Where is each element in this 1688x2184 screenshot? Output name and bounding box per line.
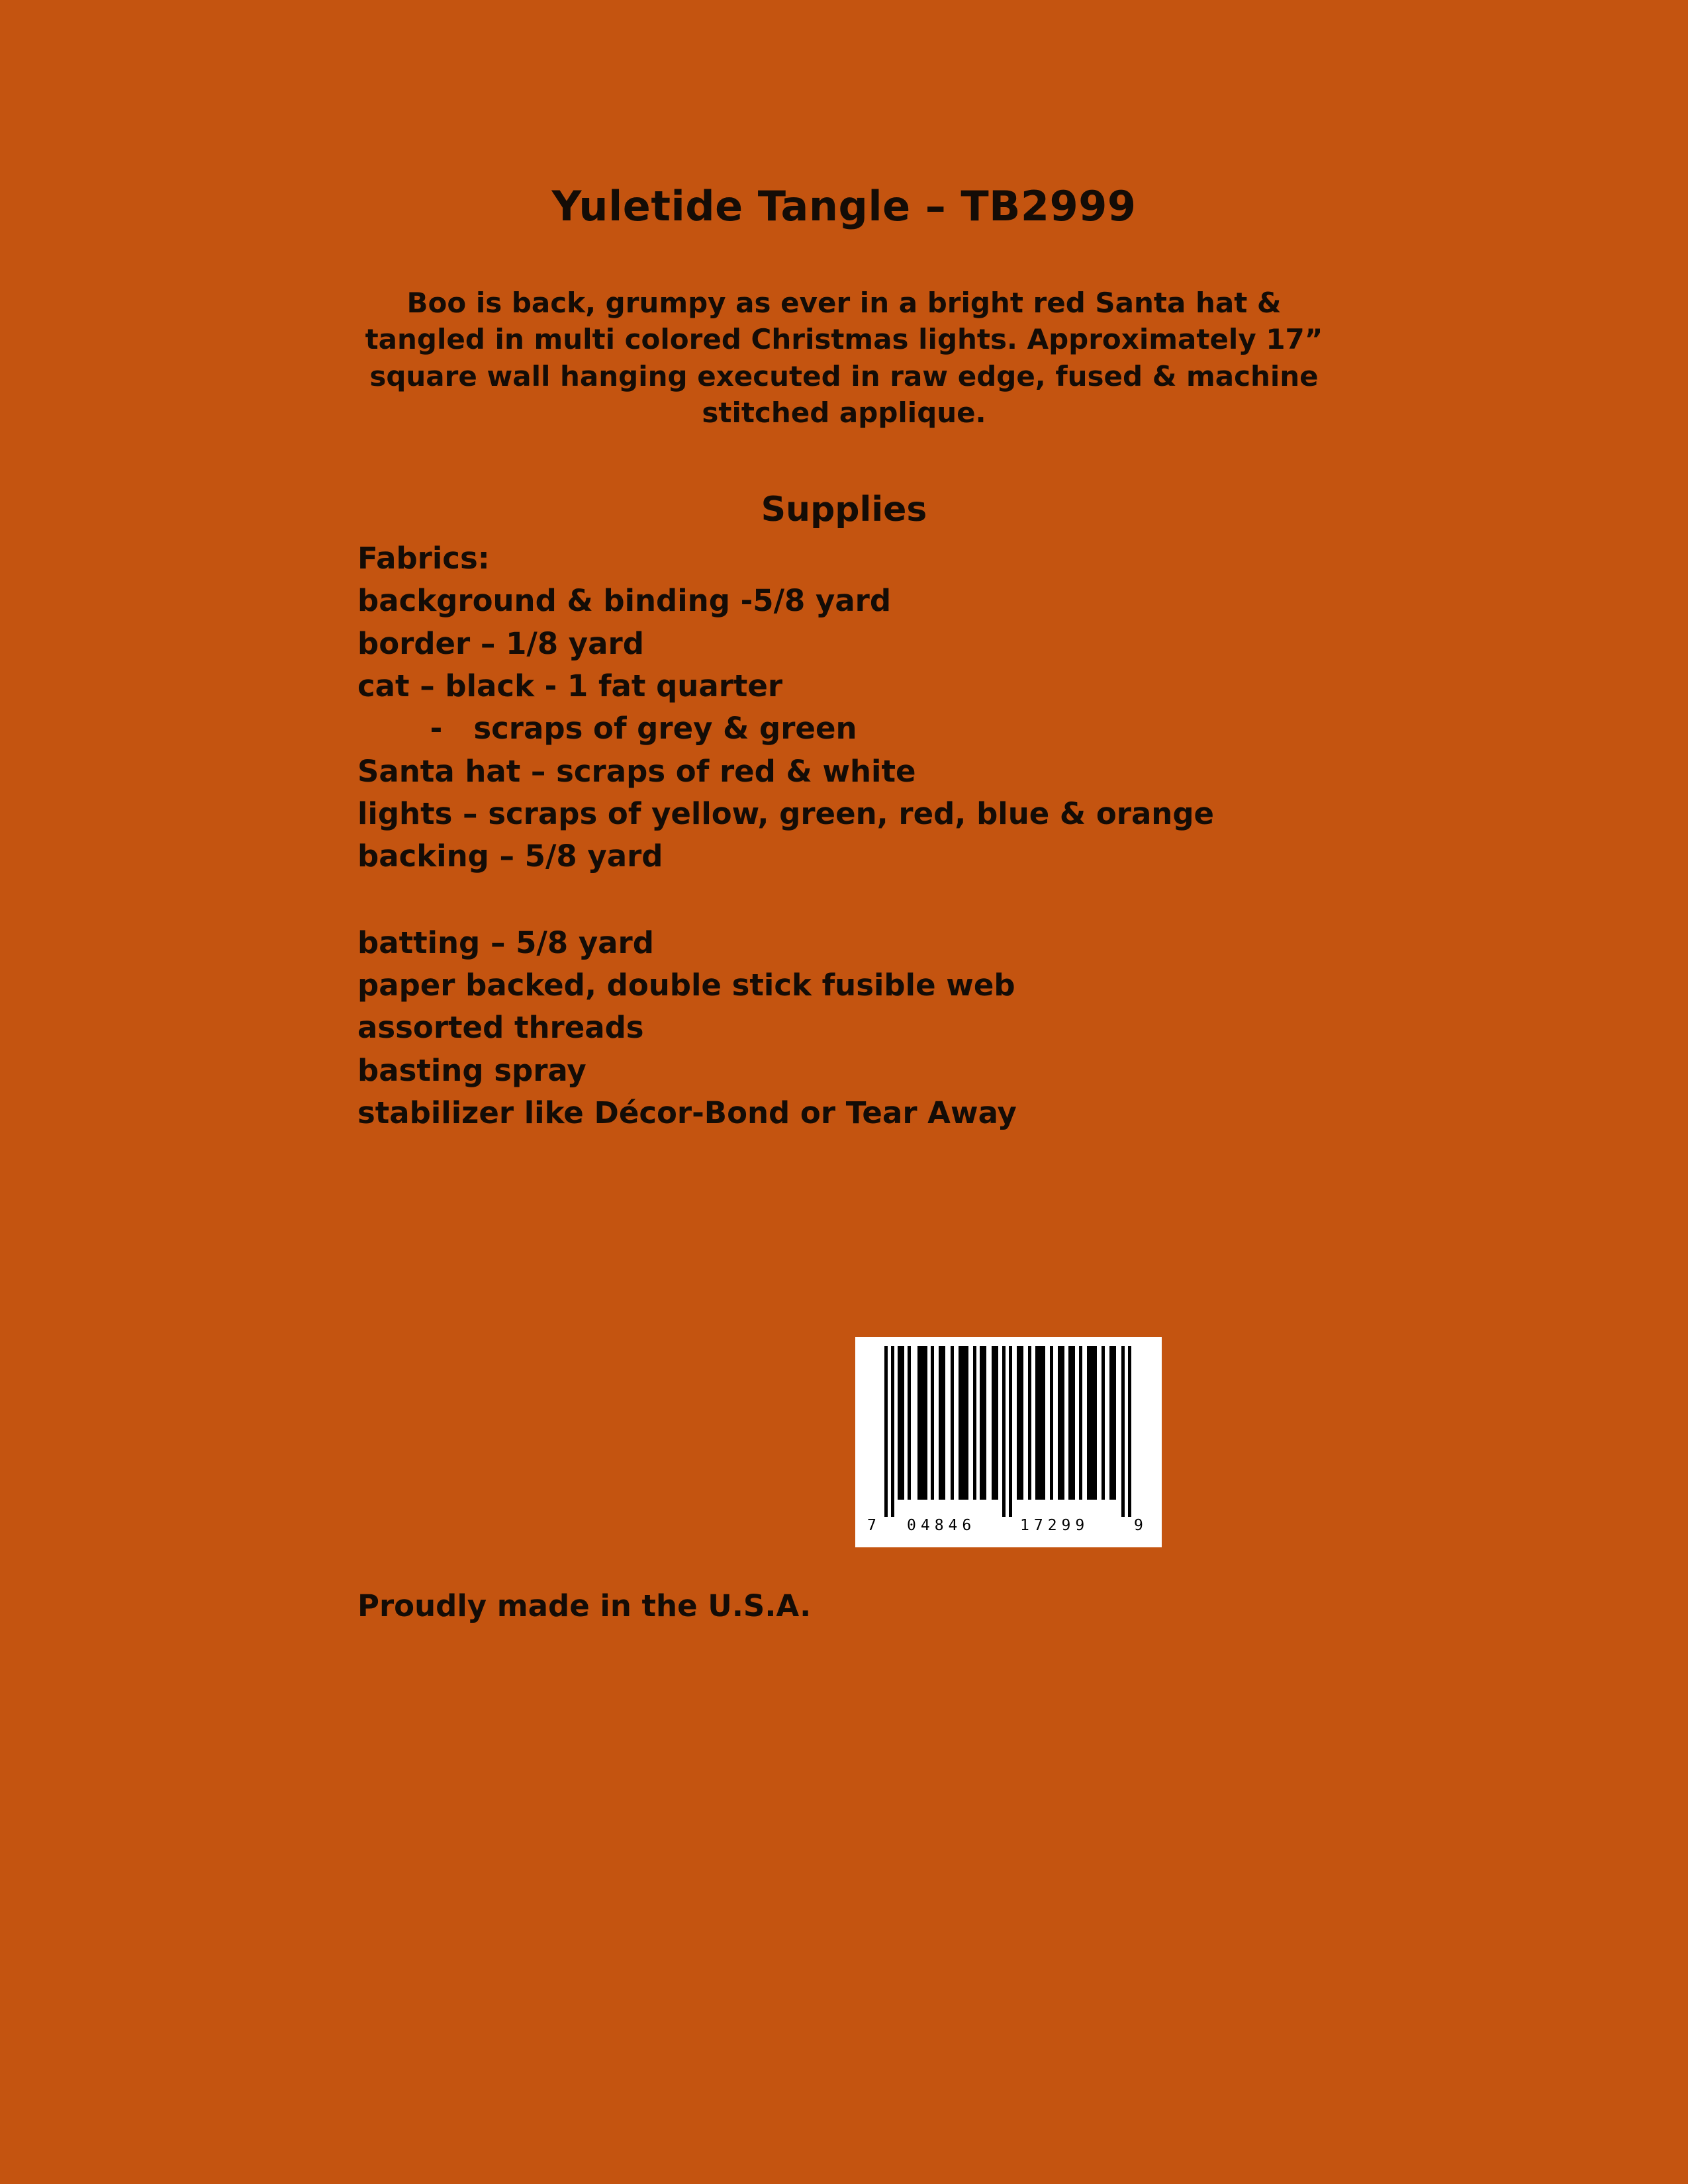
list-item: Fabrics: bbox=[357, 541, 490, 576]
list-item: cat – black - 1 fat quarter bbox=[357, 668, 783, 704]
barcode-bars bbox=[866, 1346, 1151, 1517]
barcode-digit-left: 7 bbox=[867, 1517, 876, 1534]
barcode bbox=[855, 1337, 1162, 1547]
supplies-heading: Supplies bbox=[761, 490, 927, 529]
list-item: basting spray bbox=[357, 1052, 586, 1088]
list-item: Santa hat – scraps of red & white bbox=[357, 753, 916, 789]
list-item: - scraps of grey & green bbox=[357, 711, 857, 747]
intro-paragraph: Boo is back, grumpy as ever in a bright red Santa hat & tangled in multi colored Christmas lights. Approximately 17” square wall hanging executed in raw edge, fused & machine stitched applique. bbox=[365, 287, 1323, 430]
barcode-digits-group1: 04846 bbox=[907, 1517, 976, 1534]
barcode-digits-group2: 17299 bbox=[1020, 1517, 1090, 1534]
list-item: paper backed, double stick fusible web bbox=[357, 968, 1015, 1003]
list-spacer bbox=[357, 878, 1483, 922]
supplies-list bbox=[357, 537, 1483, 1134]
page-title: Yuletide Tangle – TB2999 bbox=[551, 182, 1137, 230]
barcode-digits bbox=[866, 1517, 1151, 1542]
footer-made-in-usa: Proudly made in the U.S.A. bbox=[357, 1588, 812, 1623]
list-item: assorted threads bbox=[357, 1010, 644, 1046]
list-item: background & binding -5/8 yard bbox=[357, 583, 892, 619]
list-item: lights – scraps of yellow, green, red, blue & orange bbox=[357, 796, 1215, 832]
list-item: batting – 5/8 yard bbox=[357, 925, 654, 960]
list-item: stabilizer like Décor-Bond or Tear Away bbox=[357, 1095, 1017, 1131]
list-item: border – 1/8 yard bbox=[357, 625, 644, 661]
list-item: backing – 5/8 yard bbox=[357, 839, 663, 874]
barcode-digit-right: 9 bbox=[1134, 1517, 1143, 1534]
